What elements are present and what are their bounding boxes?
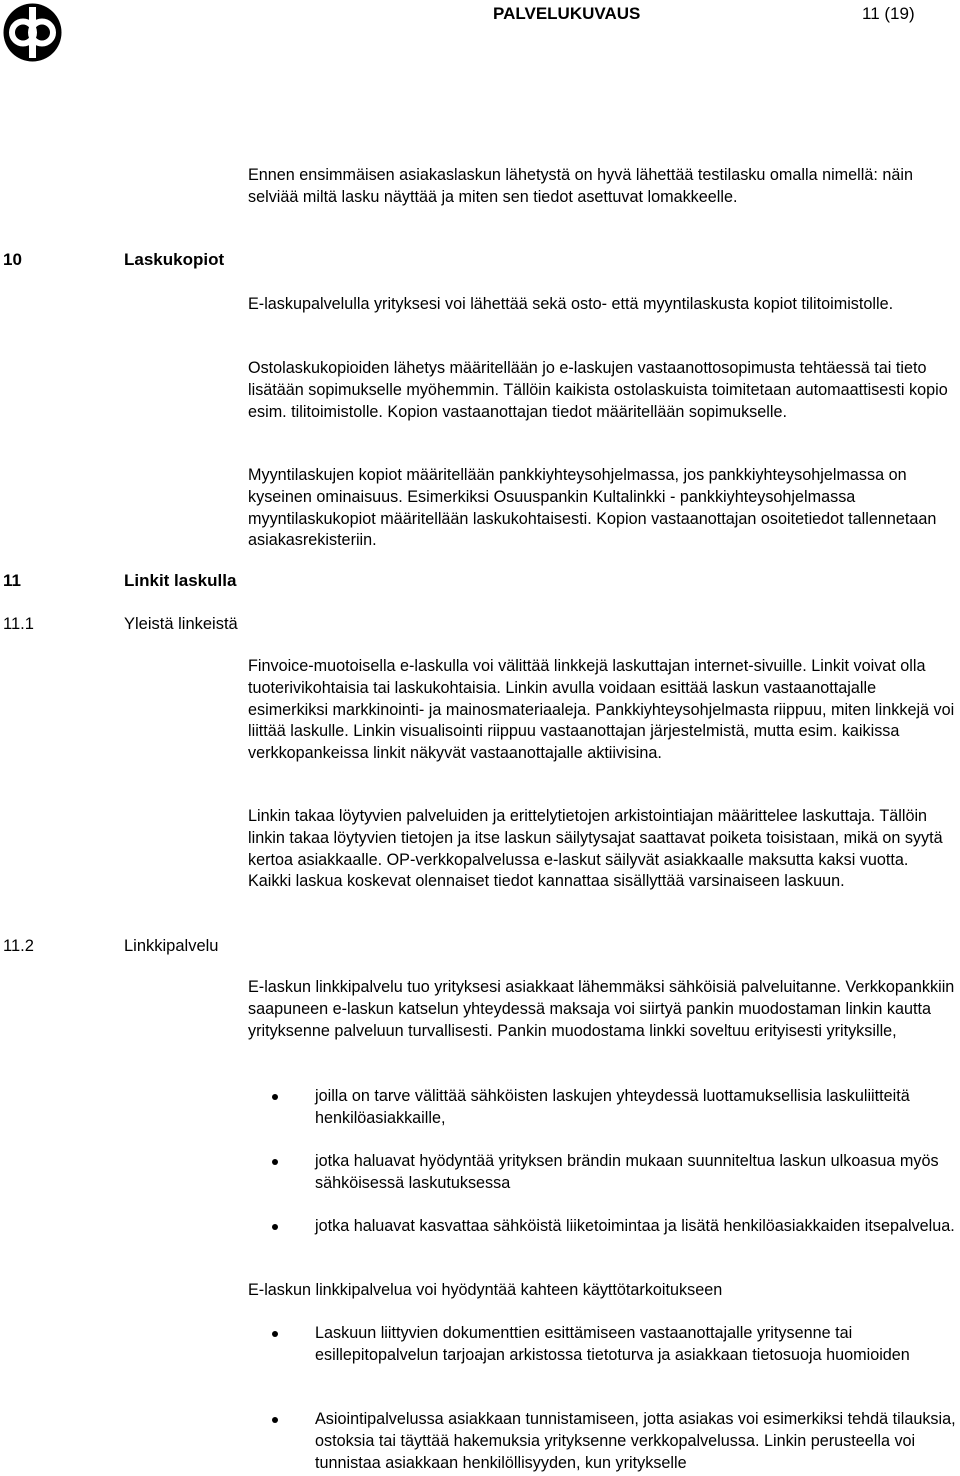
bullet-icon [272, 1159, 278, 1165]
heading-11-number: 11 [3, 571, 21, 590]
paragraph-sales-copies: Myyntilaskujen kopiot määritellään pankkiyhteysohjelmassa, jos pankkiyhteysohjelmassa on kyseinen ominaisuus. Esimerkiksi Osuuspankin Kultalinkki - pankkiyhteysohjelmassa myyntilaskukopiot määritellään laskukohtaisesti. Kopion vastaanottajan osoitetiedot tallennetaan asiakasrekisteriin. [248, 466, 937, 550]
heading-10-number: 10 [3, 250, 22, 269]
heading-10-title: Laskukopiot [124, 250, 225, 269]
list-item-text: Laskuun liittyvien dokumenttien esittämiseen vastaanottajalle yritysenne tai esillepitopalvelun tarjoajan arkistossa tietoturva ja asiakkaan tietosuoja huomioiden [315, 1324, 910, 1364]
list-item-text: jotka haluavat kasvattaa sähköistä liiketoimintaa ja lisätä henkilöasiakkaiden itsepalvelua. [315, 1217, 955, 1235]
paragraph-link-service: E-laskun linkkipalvelu tuo yrityksesi asiakkaat lähemmäksi sähköisiä palveluitanne. Verkkopankkiin saapuneen e-laskun katselun yhteydessä maksaja voi siirtyä pankin muodostaman linkin kautta yrityksenne palveluun turvallisesti. Pankin muodostama linkki soveltuu erityisesti yrityksille, [248, 978, 955, 1040]
bullet-icon [272, 1417, 278, 1423]
paragraph-purposes: E-laskun linkkipalvelua voi hyödyntää kahteen käyttötarkoitukseen [248, 1281, 723, 1299]
heading-11-2-number: 11.2 [3, 937, 34, 955]
heading-11-title: Linkit laskulla [124, 571, 237, 590]
bullet-icon [272, 1094, 278, 1100]
heading-11-1-title: Yleistä linkeistä [124, 615, 238, 633]
paragraph-purchase-copies: Ostolaskukopioiden lähetys määritellään jo e-laskujen vastaanottosopimusta tehtäessä tai tieto lisätään sopimukselle myöhemmin. Tällöin kaikista ostolaskuista toimitetaan automaattisesti kopio esim. tilitoimistolle. Kopion vastaanottajan tiedot määritellään sopimukselle. [248, 359, 948, 421]
op-logo-icon [3, 3, 62, 62]
list-item [248, 1086, 956, 1130]
paragraph-copies: E-laskupalvelulla yrityksesi voi lähettää sekä osto- että myyntilaskusta kopiot tilitoimistolle. [248, 295, 894, 313]
list-item-text: Asiointipalvelussa asiakkaan tunnistamiseen, jotta asiakas voi esimerkiksi tehdä tilauksia, ostoksia tai täyttää hakemuksia yrityksenne verkkopalvelussa. Linkin perusteella voi tunnistaa asiakkaan henkilöllisyyden, kun yritykselle [315, 1410, 956, 1472]
paragraph-archive: Linkin takaa löytyvien palveluiden ja erittelytietojen arkistointiajan määrittelee laskuttaja. Tällöin linkin takaa löytyvien tietojen ja itse laskun säilytysajat saattavat poiketa toisistaan, mikä on syytä kertoa asiakkaalle. OP-verkkopalvelussa e-laskut säilyvät asiakkaalle maksutta kaksi vuotta. Kaikki laskua koskevat olennaiset tiedot kannattaa sisällyttää varsinaiseen laskuun. [248, 807, 943, 891]
bullet-icon [272, 1331, 278, 1337]
list-item [248, 1323, 956, 1389]
list-item-text: joilla on tarve välittää sähköisten laskujen yhteydessä luottamuksellisia laskuliitteitä henkilöasiakkaille, [315, 1087, 910, 1127]
heading-11-1-number: 11.1 [3, 615, 34, 633]
bullet-icon [272, 1224, 278, 1230]
document-title: PALVELUKUVAUS [493, 4, 641, 23]
page-number: 11 (19) [862, 4, 915, 23]
list-item [248, 1409, 956, 1475]
paragraph-finvoice-links: Finvoice-muotoisella e-laskulla voi välittää linkkejä laskuttajan internet-sivuille. Linkit voivat olla tuoterivikohtaisia tai laskukohtaisia. Linkin avulla voidaan esittää laskun vastaanottajalle esimerkiksi markkinointi- ja mainosmateriaaleja. Pankkiyhteysohjelmasta riippuu, miten linkkejä voi liittää laskulle. Linkin visualisointi riippuu vastaanottajan järjestelmistä, mutta esim. kaikissa verkkopankeissa linkit näkyvät vastaanottajalle aktiivisina. [248, 657, 955, 763]
heading-11-2-title: Linkkipalvelu [124, 937, 219, 955]
list-item-text: jotka haluavat hyödyntää yrityksen brändin mukaan suunniteltua laskun ulkoasua myös sähköisessä laskutuksessa [315, 1152, 939, 1192]
paragraph-test-invoice: Ennen ensimmäisen asiakaslaskun lähetystä on hyvä lähettää testilasku omalla nimellä: näin selviää miltä lasku näyttää ja miten sen tiedot asettuvat lomakkeelle. [248, 166, 913, 206]
list-item [248, 1151, 956, 1195]
list-item [248, 1216, 956, 1260]
